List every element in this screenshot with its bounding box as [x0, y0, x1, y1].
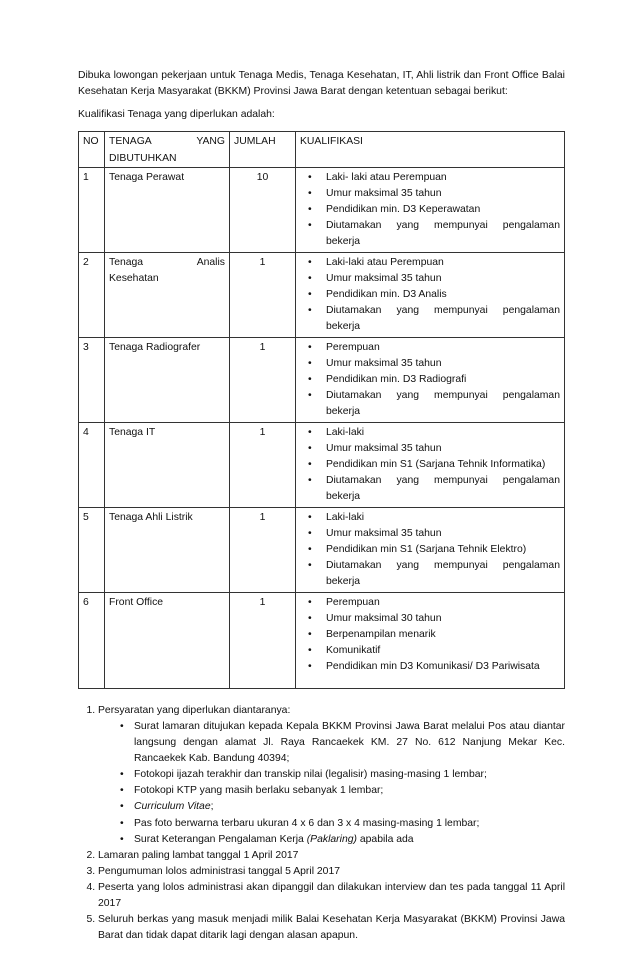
row-jumlah: 1 — [230, 422, 296, 507]
qualification-text: Pendidikan min S1 (Sarjana Tehnik Informatika) — [326, 458, 546, 470]
qualification-item — [300, 255, 560, 271]
requirement-text: Pengumuman lolos administrasi tanggal 5 April 2017 — [98, 865, 341, 877]
bullet-icon: • — [308, 203, 312, 215]
bullet-icon: • — [308, 612, 312, 624]
bullet-icon: • — [120, 833, 124, 845]
qualification-item — [300, 542, 560, 558]
qualification-text: Diutamakan yang mempunyai pengalaman bekerja — [326, 305, 560, 333]
bullet-icon: • — [308, 560, 312, 571]
qualification-item — [300, 340, 560, 356]
qualification-item — [300, 526, 560, 542]
sublist-text-suffix: apabila ada — [356, 833, 414, 845]
qualification-item — [300, 627, 560, 643]
qualification-table — [78, 131, 565, 688]
qualification-item — [300, 388, 560, 420]
qualification-list — [300, 170, 560, 251]
row-jumlah: 1 — [230, 337, 296, 422]
bullet-icon: • — [120, 785, 124, 797]
bullet-icon: • — [120, 720, 124, 732]
row-tenaga: Tenaga Ahli Listrik — [105, 507, 230, 592]
qualification-item — [300, 186, 560, 202]
qualification-list — [300, 425, 560, 506]
header-kualifikasi: KUALIFIKASI — [296, 132, 565, 167]
sublist-text: Pas foto berwarna terbaru ukuran 4 x 6 dan 3 x 4 masing-masing 1 lembar; — [134, 817, 480, 829]
bullet-icon: • — [120, 801, 124, 813]
sublist-text-italic: (Paklaring) — [306, 833, 357, 845]
row-jumlah: 10 — [230, 167, 296, 252]
table-row — [79, 422, 565, 507]
qualification-item — [300, 356, 560, 372]
header-no: NO — [79, 132, 105, 167]
requirement-text: Persyaratan yang diperlukan diantaranya: — [98, 704, 291, 716]
qualification-text: Umur maksimal 35 tahun — [326, 272, 442, 284]
sublist-item — [120, 816, 565, 832]
qualification-item — [300, 457, 560, 473]
bullet-icon: • — [308, 272, 312, 284]
requirement-text: Seluruh berkas yang masuk menjadi milik Balai Kesehatan Kerja Masyarakat (BKKM) Provinsi Jawa Barat dan tidak dapat ditarik lagi dengan alasan apapun. — [98, 914, 565, 942]
qualification-list — [300, 340, 560, 421]
bullet-icon: • — [308, 357, 312, 369]
bullet-icon: • — [308, 628, 312, 640]
row-jumlah: 1 — [230, 507, 296, 592]
sublist-text: Fotokopi KTP yang masih berlaku sebanyak 1 lembar; — [134, 785, 384, 797]
requirement-item — [98, 912, 565, 944]
qualification-item — [300, 218, 560, 250]
qualification-list — [300, 510, 560, 591]
row-tenaga-word: Kesehatan — [109, 272, 159, 284]
row-kualifikasi — [296, 167, 565, 252]
sublist-text: Surat lamaran ditujukan kepada Kepala BKKM Provinsi Jawa Barat melalui Pos atau diantar langsung dengan alamat Jl. Raya Rancaekek KM. 27 No. 612 Nanjung Mekar Kec. Rancaekek Kab. Bandung 40394; — [134, 720, 565, 764]
sublist-item — [120, 799, 565, 815]
qualification-text: Laki-laki — [326, 511, 365, 523]
row-tenaga — [105, 252, 230, 337]
qualification-list — [300, 255, 560, 336]
table-subheading: Kualifikasi Tenaga yang diperlukan adalah: — [78, 109, 275, 121]
qualification-item — [300, 271, 560, 287]
qualification-text: Komunikatif — [326, 645, 381, 656]
row-jumlah: 1 — [230, 592, 296, 688]
qualification-item — [300, 611, 560, 627]
qualification-text: Umur maksimal 30 tahun — [326, 612, 442, 624]
requirement-text: Peserta yang lolos administrasi akan dipanggil dan dilakukan interview dan tes pada tanggal 11 April 2017 — [98, 882, 565, 910]
qualification-text: Laki-laki atau Perempuan — [326, 256, 444, 268]
sublist-text-italic: Curriculum Vitae — [134, 801, 211, 813]
qualification-text: Pendidikan min. D3 Analis — [326, 288, 447, 300]
qualification-item — [300, 441, 560, 457]
qualification-text: Perempuan — [326, 596, 380, 608]
table-row — [79, 252, 565, 337]
qualification-text: Laki-laki — [326, 426, 365, 438]
qualification-item — [300, 425, 560, 441]
sublist-text-suffix: ; — [210, 801, 214, 813]
qualification-item — [300, 303, 560, 335]
bullet-icon: • — [308, 543, 312, 555]
qualification-item — [300, 473, 560, 505]
qualification-item — [300, 287, 560, 303]
bullet-icon: • — [308, 341, 312, 353]
bullet-icon: • — [308, 187, 312, 199]
sublist-text: Fotokopi ijazah terakhir dan transkip nilai (legalisir) masing-masing 1 lembar; — [134, 769, 487, 781]
qualification-text: Pendidikan min. D3 Radiografi — [326, 373, 467, 385]
requirement-text: Lamaran paling lambat tanggal 1 April 2017 — [98, 849, 299, 861]
requirement-item — [98, 864, 565, 880]
bullet-icon: • — [308, 442, 312, 454]
row-kualifikasi — [296, 592, 565, 688]
qualification-item — [300, 558, 560, 590]
qualification-text: Diutamakan yang mempunyai pengalaman bekerja — [326, 475, 560, 503]
row-kualifikasi — [296, 422, 565, 507]
bullet-icon: • — [308, 288, 312, 300]
header-tenaga-word3: DIBUTUHKAN — [109, 152, 177, 164]
row-tenaga-word: Analis — [196, 256, 225, 268]
row-no: 5 — [79, 507, 105, 592]
bullet-icon: • — [308, 458, 312, 470]
qualification-text: Pendidikan min S1 (Sarjana Tehnik Elektro) — [326, 543, 527, 555]
sublist-item — [120, 783, 565, 799]
bullet-icon: • — [120, 817, 124, 829]
table-row — [79, 592, 565, 688]
bullet-icon: • — [308, 511, 312, 523]
row-no: 3 — [79, 337, 105, 422]
qualification-text: Laki- laki atau Perempuan — [326, 171, 447, 183]
bullet-icon: • — [308, 426, 312, 438]
requirement-item — [98, 703, 565, 848]
row-tenaga: Tenaga Perawat — [105, 167, 230, 252]
qualification-text: Pendidikan min. D3 Keperawatan — [326, 203, 481, 215]
requirement-item — [98, 848, 565, 864]
qualification-text: Umur maksimal 35 tahun — [326, 527, 442, 539]
qualification-item — [300, 510, 560, 526]
sublist-item — [120, 767, 565, 783]
qualification-item — [300, 659, 560, 675]
qualification-text: Umur maksimal 35 tahun — [326, 187, 442, 199]
bullet-icon: • — [308, 645, 312, 656]
qualification-item — [300, 170, 560, 186]
row-jumlah: 1 — [230, 252, 296, 337]
bullet-icon: • — [308, 171, 312, 183]
qualification-item — [300, 643, 560, 659]
bullet-icon: • — [308, 256, 312, 268]
header-tenaga — [105, 132, 230, 167]
row-tenaga: Tenaga IT — [105, 422, 230, 507]
row-kualifikasi — [296, 507, 565, 592]
bullet-icon: • — [308, 661, 312, 673]
table-row — [79, 337, 565, 422]
qualification-text: Diutamakan yang mempunyai pengalaman bekerja — [326, 390, 560, 418]
bullet-icon: • — [308, 527, 312, 539]
row-no: 4 — [79, 422, 105, 507]
bullet-icon: • — [308, 475, 312, 486]
document-sublist — [98, 719, 565, 848]
sublist-item — [120, 719, 565, 767]
table-row — [79, 167, 565, 252]
qualification-item — [300, 372, 560, 388]
sublist-text: Surat Keterangan Pengalaman Kerja — [134, 833, 307, 845]
row-tenaga: Front Office — [105, 592, 230, 688]
sublist-item — [120, 832, 565, 848]
qualification-text: Berpenampilan menarik — [326, 628, 436, 640]
requirement-item — [98, 880, 565, 912]
qualification-text: Diutamakan yang mempunyai pengalaman bekerja — [326, 560, 560, 588]
row-tenaga-word: Tenaga — [109, 256, 144, 268]
qualification-text: Umur maksimal 35 tahun — [326, 357, 442, 369]
bullet-icon: • — [120, 769, 124, 781]
table-row — [79, 507, 565, 592]
bullet-icon: • — [308, 220, 312, 231]
qualification-item — [300, 595, 560, 611]
header-tenaga-word2: YANG — [196, 136, 225, 148]
table-body — [79, 167, 565, 688]
qualification-text: Perempuan — [326, 341, 380, 353]
qualification-item — [300, 202, 560, 218]
bullet-icon: • — [308, 373, 312, 385]
row-no: 6 — [79, 592, 105, 688]
qualification-text: Pendidikan min D3 Komunikasi/ D3 Pariwisata — [326, 661, 540, 673]
qualification-text: Diutamakan yang mempunyai pengalaman bekerja — [326, 220, 560, 248]
bullet-icon: • — [308, 596, 312, 608]
table-header-row — [79, 132, 565, 167]
header-jumlah: JUMLAH — [230, 132, 296, 167]
bullet-icon: • — [308, 305, 312, 316]
requirements-list — [78, 703, 565, 945]
qualification-list — [300, 595, 560, 676]
row-kualifikasi — [296, 337, 565, 422]
row-no: 2 — [79, 252, 105, 337]
header-tenaga-word1: TENAGA — [109, 136, 152, 148]
row-no: 1 — [79, 167, 105, 252]
row-kualifikasi — [296, 252, 565, 337]
bullet-icon: • — [308, 390, 312, 401]
intro-paragraph: Dibuka lowongan pekerjaan untuk Tenaga Medis, Tenaga Kesehatan, IT, Ahli listrik dan Front Office Balai Kesehatan Kerja Masyarakat (BKKM) Provinsi Jawa Barat dengan ketentuan sebagai berikut: — [78, 70, 565, 98]
qualification-text: Umur maksimal 35 tahun — [326, 442, 442, 454]
row-tenaga: Tenaga Radiografer — [105, 337, 230, 422]
